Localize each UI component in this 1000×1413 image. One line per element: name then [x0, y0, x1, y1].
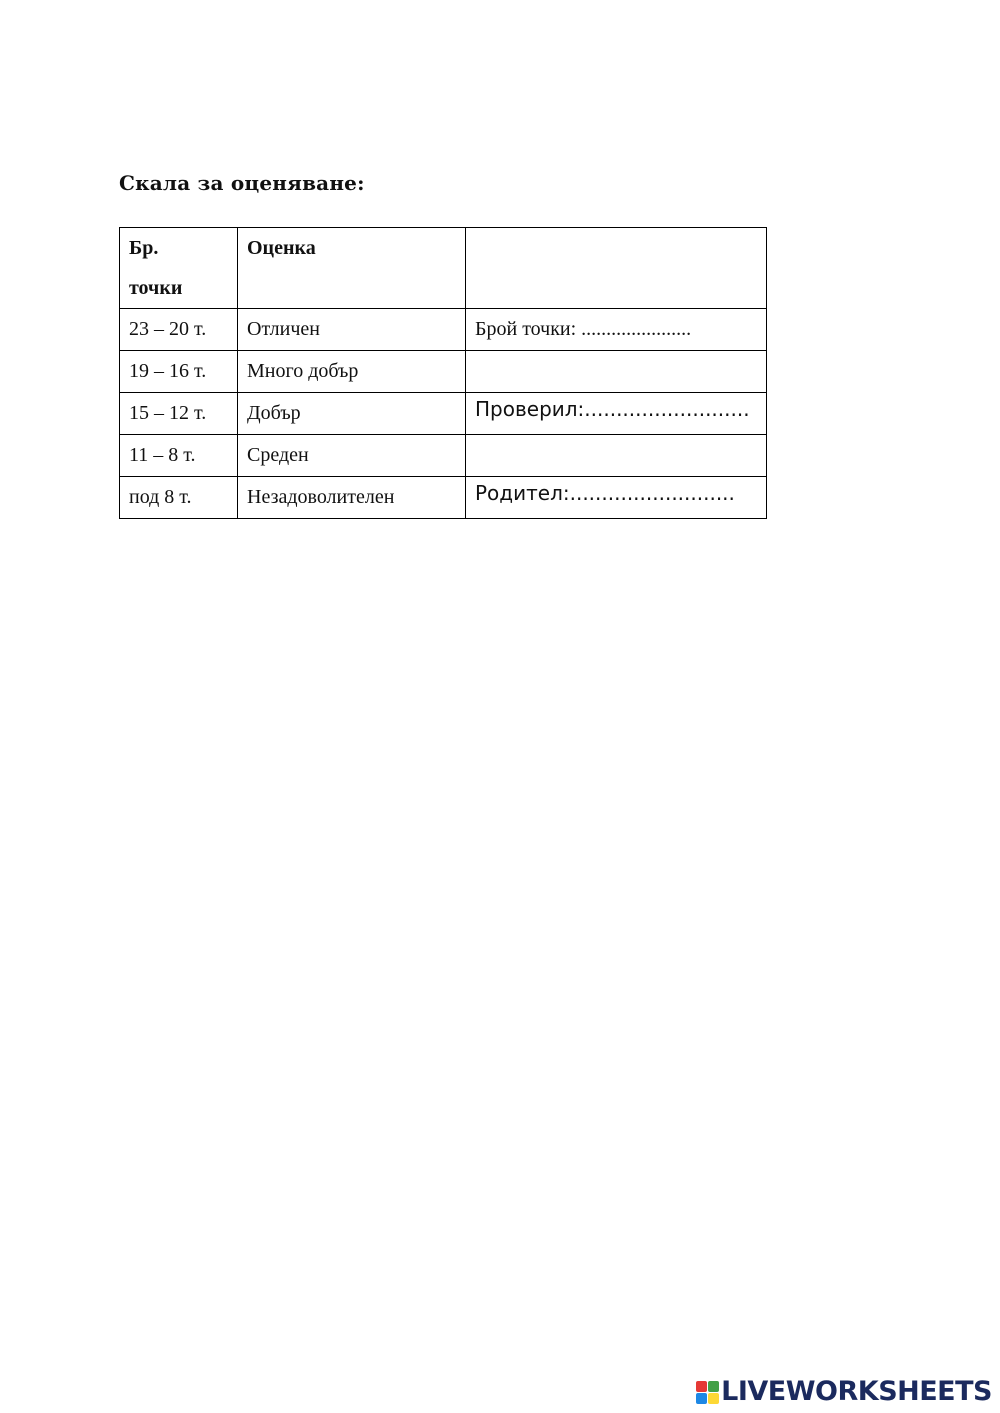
parent-signature-field: Родител:..........................: [466, 477, 767, 519]
logo-square-red: [696, 1381, 707, 1392]
table-row: [120, 393, 767, 435]
row-points: под 8 т.: [120, 477, 238, 519]
row-grade: Много добър: [238, 351, 466, 393]
table-row: [120, 309, 767, 351]
row-grade: Незадоволителен: [238, 477, 466, 519]
row-points: 11 – 8 т.: [120, 435, 238, 477]
page-title: Скала за оценяване:: [119, 171, 365, 195]
table-row: [120, 435, 767, 477]
row-extra: [466, 435, 767, 477]
header-points-line2: точки: [129, 277, 183, 299]
header-grade: Оценка: [238, 228, 466, 309]
row-points: 19 – 16 т.: [120, 351, 238, 393]
table-header-row: [120, 228, 767, 309]
row-grade: Добър: [238, 393, 466, 435]
logo-square-green: [708, 1381, 719, 1392]
table-row: [120, 351, 767, 393]
header-points-line1: Бр.: [129, 237, 159, 259]
checked-by-field: Проверил:..........................: [466, 393, 767, 435]
row-points: 15 – 12 т.: [120, 393, 238, 435]
row-grade: Отличен: [238, 309, 466, 351]
logo-square-yellow: [708, 1393, 719, 1404]
row-extra: [466, 351, 767, 393]
row-grade: Среден: [238, 435, 466, 477]
header-points: [120, 228, 238, 309]
logo-square-blue: [696, 1393, 707, 1404]
points-total-field: Брой точки: ......................: [466, 309, 767, 351]
liveworksheets-logo-icon: [696, 1381, 719, 1404]
liveworksheets-watermark: [696, 1377, 992, 1407]
table-row: [120, 477, 767, 519]
grading-scale-table: [119, 227, 767, 519]
row-points: 23 – 20 т.: [120, 309, 238, 351]
header-extra: [466, 228, 767, 309]
watermark-text: LIVEWORKSHEETS: [721, 1376, 992, 1407]
